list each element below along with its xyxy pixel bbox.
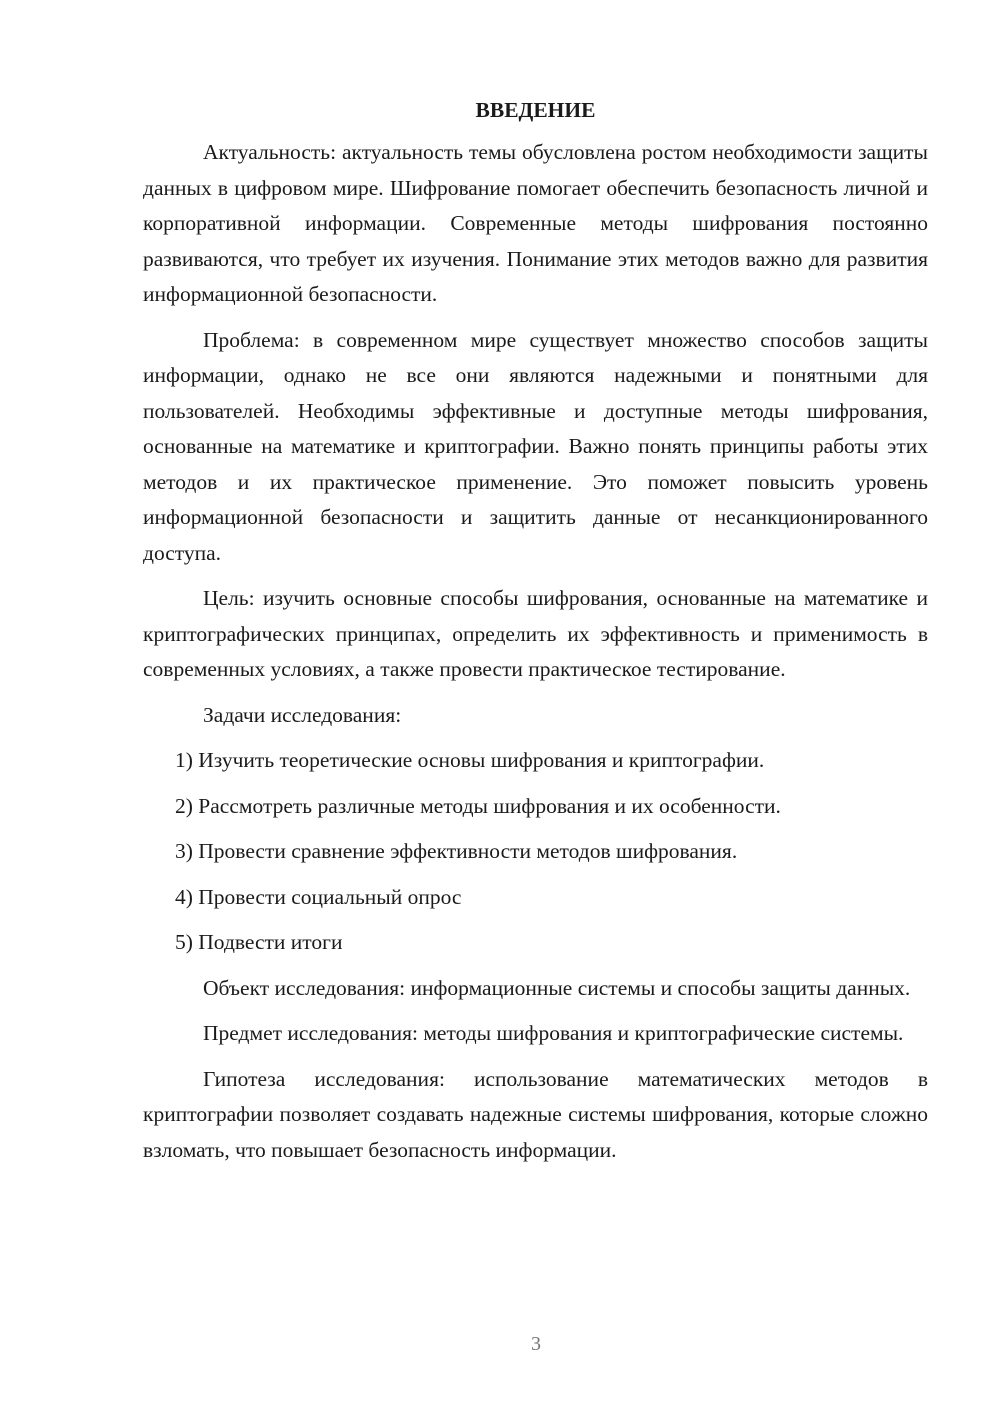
task-item: 2) Рассмотреть различные методы шифрования и их особенности.: [175, 793, 781, 818]
problem-paragraph: Проблема: в современном мире существует множество способов защиты информации, однако не все они являются надежными и понятными для пользователей. Необходимы эффективные и доступные методы шифрования, основанные на математике и криптографии. Важно понять принципы работы этих методов и их практическое применение. Это поможет повысить уровень информационной безопасности и защитить данные от несанкционированного доступа.: [143, 327, 928, 565]
tasks-list: [143, 743, 928, 961]
hypothesis-paragraph: Гипотеза исследования: использование математических методов в криптографии позволяет создавать надежные системы шифрования, которые сложно взломать, что повышает безопасность информации.: [143, 1066, 928, 1162]
relevance-paragraph: Актуальность: актуальность темы обусловлена ростом необходимости защиты данных в цифровом мире. Шифрование помогает обеспечить безопасность личной и корпоративной информации. Современные методы шифрования постоянно развиваются, что требует их изучения. Понимание этих методов важно для развития информационной безопасности.: [143, 140, 928, 306]
tasks-title: Задачи исследования:: [203, 702, 402, 727]
object-paragraph: Объект исследования: информационные системы и способы защиты данных.: [203, 975, 911, 1000]
page-number: 3: [531, 1333, 541, 1355]
task-item: 1) Изучить теоретические основы шифрования и криптографии.: [175, 748, 765, 772]
task-item: 4) Провести социальный опрос: [175, 884, 462, 909]
document-page: [143, 95, 928, 1168]
subject-paragraph: Предмет исследования: методы шифрования и криптографические системы.: [203, 1021, 904, 1045]
goal-paragraph: Цель: изучить основные способы шифрования, основанные на математике и криптографических принципах, определить их эффективность и применимость в современных условиях, а также провести практическое тестирование.: [143, 586, 928, 681]
task-item: 3) Провести сравнение эффективности методов шифрования.: [175, 839, 738, 863]
section-heading: ВВЕДЕНИЕ: [475, 98, 596, 122]
task-item: 5) Подвести итоги: [175, 930, 343, 954]
